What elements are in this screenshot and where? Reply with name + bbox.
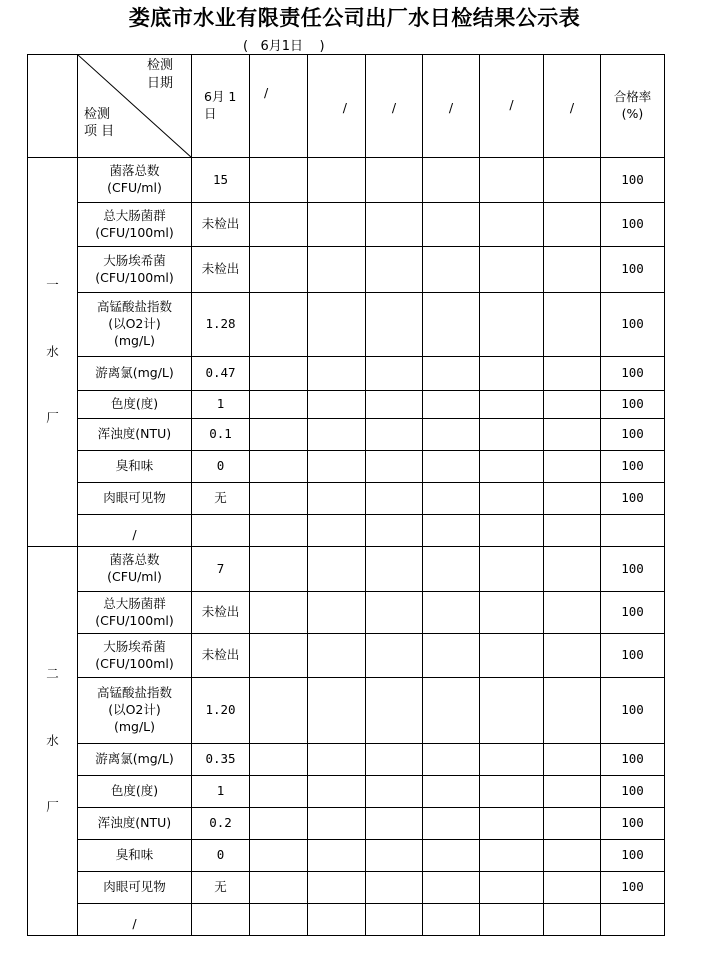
test-value-cell: 未检出 [192,203,250,247]
empty-date-cell [480,293,544,357]
empty-date-cell [366,391,423,419]
empty-date-cell [423,451,480,483]
test-item-label-line3: (mg/L) [113,718,156,734]
empty-date-cell [423,293,480,357]
test-item-cell [78,547,192,592]
empty-date-cell [544,515,601,547]
empty-date-cell [544,357,601,391]
empty-date-cell [366,247,423,293]
empty-date-cell [250,203,308,247]
empty-date-cell [480,808,544,840]
test-item-label-line2: (CFU/ml) [107,569,162,584]
test-item-cell [78,158,192,203]
table-row [28,483,665,515]
empty-date-cell [366,419,423,451]
test-item-cell [78,483,192,515]
empty-date-cell [250,158,308,203]
header-date-slot-6: / [544,55,601,158]
empty-date-cell [250,483,308,515]
empty-date-cell [366,808,423,840]
empty-date-cell [423,158,480,203]
plant-name-cell [28,547,78,936]
plant-name-char: 厂 [46,410,59,426]
header-row [28,55,665,158]
empty-date-cell [250,293,308,357]
table-row [28,904,665,936]
table-row [28,451,665,483]
header-pass-rate-line2: (%) [621,106,644,121]
test-item-label-line1: 大肠埃希菌 [103,252,166,268]
empty-date-cell [366,744,423,776]
empty-date-cell [480,776,544,808]
empty-date-cell [308,547,366,592]
test-item-label-line1: 肉眼可见物 [103,879,166,895]
test-item-label-line1: 臭和味 [115,458,154,474]
test-item-label-line1: 浑浊度(NTU) [97,426,172,442]
test-item-label-line2: (以O2计) [108,702,161,718]
test-item-label-line1: 高锰酸盐指数 [96,685,172,701]
test-item-cell [78,808,192,840]
empty-date-cell [308,592,366,634]
empty-date-cell [250,678,308,744]
test-value-cell [192,904,250,936]
empty-date-cell [366,203,423,247]
empty-date-cell [423,247,480,293]
empty-date-cell [366,158,423,203]
table-row [28,391,665,419]
empty-date-cell [480,872,544,904]
empty-date-cell [544,904,601,936]
plant-name-char: 一 [46,276,59,292]
empty-date-cell [480,515,544,547]
test-value-cell: 15 [192,158,250,203]
test-item-label-line1: 总大肠菌群 [103,595,166,611]
table-row [28,634,665,678]
plant-name-char: 厂 [46,799,59,815]
test-item-cell [78,592,192,634]
empty-date-cell [423,357,480,391]
test-value-cell: 未检出 [192,247,250,293]
test-value-cell: 0 [192,451,250,483]
plant-name-char: 二 [46,665,59,681]
pass-rate-cell: 100 [601,158,665,203]
empty-date-cell [250,840,308,872]
test-item-label-line1: 大肠埃希菌 [103,638,166,654]
table-row [28,872,665,904]
test-item-label-line1: 肉眼可见物 [103,490,166,506]
empty-date-cell [480,744,544,776]
empty-date-cell [423,592,480,634]
plant-name-char: 水 [46,732,59,748]
test-item-label-line1: 色度(度) [110,783,159,799]
empty-date-cell [423,391,480,419]
test-value-cell: 0.2 [192,808,250,840]
test-item-label-line1: 菌落总数 [109,163,160,179]
empty-date-cell [250,547,308,592]
empty-date-cell [544,744,601,776]
test-value-cell: 0.47 [192,357,250,391]
empty-date-cell [308,678,366,744]
test-item-cell [78,840,192,872]
pass-rate-cell: 100 [601,634,665,678]
pass-rate-cell: 100 [601,293,665,357]
pass-rate-cell: 100 [601,203,665,247]
test-value-cell: 0.1 [192,419,250,451]
test-item-label-line1: 臭和味 [115,847,154,863]
empty-date-cell [366,357,423,391]
empty-date-cell [250,872,308,904]
empty-date-cell [366,483,423,515]
empty-date-cell [308,203,366,247]
test-item-cell [78,451,192,483]
test-item-label-line1: 浑浊度(NTU) [97,815,172,831]
test-item-label-line1: 总大肠菌群 [103,207,166,223]
empty-date-cell [308,293,366,357]
empty-date-cell [308,904,366,936]
diagonal-header-cell [78,55,192,158]
pass-rate-cell: 100 [601,808,665,840]
empty-date-cell [250,744,308,776]
empty-date-cell [308,247,366,293]
empty-date-cell [544,547,601,592]
test-item-cell [78,419,192,451]
empty-date-cell [480,247,544,293]
test-item-label-line2: (CFU/100ml) [95,655,174,671]
header-blank-cell [28,55,78,158]
results-table [27,54,665,936]
empty-date-cell [250,451,308,483]
test-item-cell [78,744,192,776]
empty-date-cell [366,904,423,936]
test-item-cell [78,776,192,808]
test-item-cell [78,678,192,744]
empty-date-cell [544,483,601,515]
pass-rate-cell: 100 [601,547,665,592]
empty-date-cell [423,483,480,515]
test-value-cell: 未检出 [192,634,250,678]
test-item-label-line2: (CFU/ml) [107,180,162,195]
table-row [28,678,665,744]
table-row [28,203,665,247]
header-pass-rate [601,55,665,158]
pass-rate-cell: 100 [601,483,665,515]
empty-date-cell [366,515,423,547]
test-item-label-line1: / [132,916,137,932]
empty-date-cell [480,483,544,515]
test-item-label-line1: 高锰酸盐指数 [96,299,172,315]
empty-date-cell [250,776,308,808]
empty-date-cell [308,515,366,547]
test-item-cell [78,357,192,391]
test-item-cell [78,293,192,357]
empty-date-cell [423,515,480,547]
empty-date-cell [480,357,544,391]
header-date-column [192,55,250,158]
header-date-slot-5: / [480,55,544,158]
pass-rate-cell [601,904,665,936]
pass-rate-cell: 100 [601,872,665,904]
table-row [28,293,665,357]
empty-date-cell [423,904,480,936]
test-item-cell [78,872,192,904]
table-row [28,419,665,451]
pass-rate-cell: 100 [601,419,665,451]
test-item-cell [78,203,192,247]
empty-date-cell [366,592,423,634]
test-item-cell [78,904,192,936]
test-value-cell: 1.28 [192,293,250,357]
table-row [28,744,665,776]
empty-date-cell [366,872,423,904]
table-row [28,776,665,808]
empty-date-cell [308,634,366,678]
empty-date-cell [250,357,308,391]
empty-date-cell [308,872,366,904]
test-item-cell [78,515,192,547]
test-value-cell: 0.35 [192,744,250,776]
empty-date-cell [544,203,601,247]
empty-date-cell [308,357,366,391]
empty-date-cell [308,391,366,419]
header-date-column-line1: 6月 1 [204,89,237,105]
empty-date-cell [366,678,423,744]
empty-date-cell [366,293,423,357]
empty-date-cell [423,808,480,840]
pass-rate-cell: 100 [601,451,665,483]
test-value-cell: 1.20 [192,678,250,744]
header-date-column-line2: 日 [204,106,217,121]
header-date-label-line2: 日期 [146,75,173,91]
table-row [28,840,665,872]
empty-date-cell [544,840,601,872]
test-item-label-line2: (CFU/100ml) [95,269,174,285]
empty-date-cell [480,840,544,872]
empty-date-cell [308,840,366,872]
empty-date-cell [366,547,423,592]
report-date: ( 6月1日 ) [243,39,325,54]
empty-date-cell [423,744,480,776]
empty-date-cell [480,203,544,247]
empty-date-cell [544,808,601,840]
test-item-cell [78,247,192,293]
empty-date-cell [423,634,480,678]
empty-date-cell [480,904,544,936]
header-date-slot-1: / [250,55,308,158]
empty-date-cell [250,634,308,678]
empty-date-cell [308,451,366,483]
empty-date-cell [366,776,423,808]
empty-date-cell [423,678,480,744]
table-row [28,247,665,293]
empty-date-cell [308,776,366,808]
empty-date-cell [308,744,366,776]
empty-date-cell [480,419,544,451]
pass-rate-cell: 100 [601,678,665,744]
empty-date-cell [308,808,366,840]
empty-date-cell [250,247,308,293]
test-value-cell: 0 [192,840,250,872]
pass-rate-cell: 100 [601,391,665,419]
empty-date-cell [250,515,308,547]
test-item-cell [78,634,192,678]
empty-date-cell [366,634,423,678]
table-row [28,592,665,634]
empty-date-cell [544,678,601,744]
test-item-label-line1: 游离氯(mg/L) [95,751,174,767]
empty-date-cell [250,391,308,419]
empty-date-cell [480,451,544,483]
header-item-label-line1: 检测 [84,106,111,122]
empty-date-cell [544,451,601,483]
empty-date-cell [423,203,480,247]
pass-rate-cell [601,515,665,547]
empty-date-cell [308,419,366,451]
test-item-label-line1: 游离氯(mg/L) [95,365,174,381]
empty-date-cell [480,547,544,592]
test-value-cell: 无 [192,872,250,904]
pass-rate-cell: 100 [601,592,665,634]
table-row [28,808,665,840]
empty-date-cell [423,547,480,592]
test-item-label-line2: (以O2计) [108,316,161,332]
pass-rate-cell: 100 [601,357,665,391]
header-date-label [147,57,173,92]
test-value-cell [192,515,250,547]
test-item-label-line2: (CFU/100ml) [95,224,174,240]
empty-date-cell [480,158,544,203]
header-date-label-line1: 检测 [146,58,173,73]
empty-date-cell [423,872,480,904]
empty-date-cell [544,872,601,904]
empty-date-cell [544,634,601,678]
plant-name-char: 水 [46,343,59,359]
empty-date-cell [308,158,366,203]
test-item-cell [78,391,192,419]
header-date-slot-3: / [366,55,423,158]
empty-date-cell [544,391,601,419]
empty-date-cell [366,840,423,872]
empty-date-cell [250,808,308,840]
test-item-label-line1: 菌落总数 [109,552,160,568]
pass-rate-cell: 100 [601,744,665,776]
test-value-cell: 1 [192,391,250,419]
empty-date-cell [250,592,308,634]
pass-rate-cell: 100 [601,247,665,293]
test-value-cell: 未检出 [192,592,250,634]
empty-date-cell [544,293,601,357]
empty-date-cell [366,451,423,483]
empty-date-cell [544,247,601,293]
table-row [28,357,665,391]
header-item-label-line2: 项 目 [84,124,115,140]
test-value-cell: 1 [192,776,250,808]
test-item-label-line1: / [132,527,137,543]
table-row [28,547,665,592]
test-item-label-line3: (mg/L) [113,332,156,348]
test-value-cell: 无 [192,483,250,515]
header-pass-rate-line1: 合格率 [613,89,652,105]
empty-date-cell [480,592,544,634]
empty-date-cell [480,678,544,744]
plant-name-cell [28,158,78,547]
empty-date-cell [544,776,601,808]
empty-date-cell [480,391,544,419]
pass-rate-cell: 100 [601,776,665,808]
table-row [28,158,665,203]
empty-date-cell [480,634,544,678]
results-table-body [28,55,665,936]
empty-date-cell [423,840,480,872]
header-item-label [84,106,114,141]
page-title: 娄底市水业有限责任公司出厂水日检结果公示表 [128,6,581,30]
test-item-label-line1: 色度(度) [110,396,159,412]
empty-date-cell [308,483,366,515]
empty-date-cell [544,158,601,203]
header-date-slot-2: / [308,55,366,158]
test-value-cell: 7 [192,547,250,592]
empty-date-cell [423,776,480,808]
empty-date-cell [250,904,308,936]
header-date-slot-4: / [423,55,480,158]
test-item-label-line2: (CFU/100ml) [95,612,174,628]
empty-date-cell [250,419,308,451]
empty-date-cell [544,592,601,634]
empty-date-cell [423,419,480,451]
empty-date-cell [544,419,601,451]
table-row [28,515,665,547]
pass-rate-cell: 100 [601,840,665,872]
